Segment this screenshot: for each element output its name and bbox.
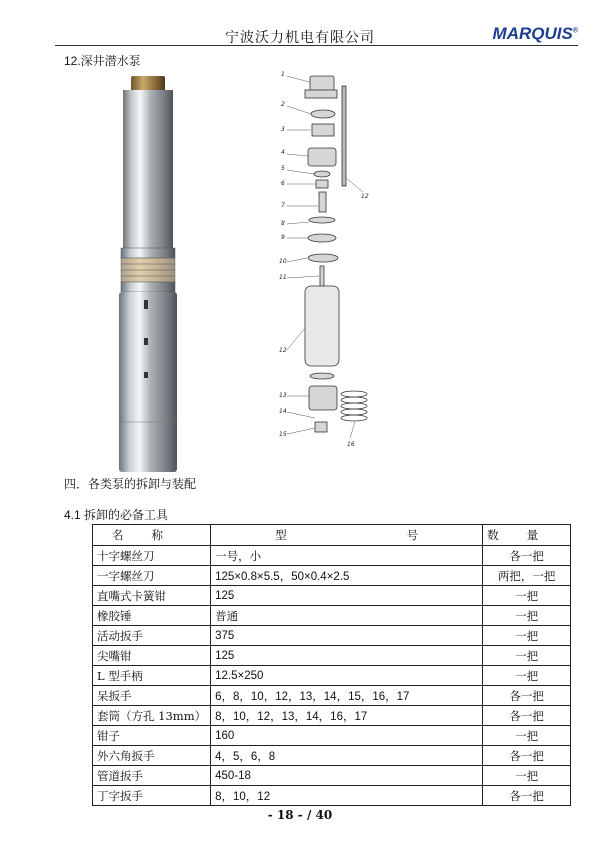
table-row: [93, 726, 571, 746]
part-label: 8: [281, 220, 285, 227]
table-row: [93, 666, 571, 686]
tool-name-cell: 呆扳手: [93, 686, 211, 706]
table-row: [93, 566, 571, 586]
brand-logo: [493, 24, 578, 44]
tool-name-cell: 丁字扳手: [93, 786, 211, 806]
part-label: 15: [279, 431, 287, 438]
part-label: 5: [281, 165, 285, 172]
tool-name-cell: 直嘴式卡簧钳: [93, 586, 211, 606]
exploded-parts-diagram: [275, 68, 385, 463]
page-number: - 18 - / 40: [267, 808, 333, 822]
tool-name-cell: 活动扳手: [93, 626, 211, 646]
part-label: 3: [281, 126, 285, 133]
part-label: 7: [281, 202, 285, 209]
part-label: 1: [281, 71, 285, 78]
tool-quantity-cell: 一把: [483, 606, 571, 626]
part-label: 13: [279, 392, 287, 399]
brand-logo-text: MARQUIS: [492, 24, 573, 43]
header-model-part2: 号: [406, 528, 419, 542]
tool-name-cell: 套筒（方孔 13mm）: [93, 706, 211, 726]
tools-table: [92, 524, 571, 806]
deep-well-pump-image: [108, 72, 188, 472]
tool-name-cell: 钳子: [93, 726, 211, 746]
tool-name-cell: L 型手柄: [93, 666, 211, 686]
part-label: 6: [281, 180, 285, 187]
tool-name-cell: 十字螺丝刀: [93, 546, 211, 566]
header-model: [211, 525, 483, 546]
tool-spec-cell: 450-18: [211, 766, 483, 786]
part-label: 16: [347, 441, 355, 448]
tool-spec-cell: 375: [211, 626, 483, 646]
header-divider: [55, 45, 578, 46]
tool-quantity-cell: 一把: [483, 646, 571, 666]
table-row: [93, 546, 571, 566]
tool-spec-cell: 160: [211, 726, 483, 746]
tool-quantity-cell: 一把: [483, 586, 571, 606]
table-row: [93, 706, 571, 726]
tool-quantity-cell: 各一把: [483, 686, 571, 706]
part-label: 9: [281, 234, 285, 241]
header-name: 名称: [93, 525, 211, 546]
tool-quantity-cell: 一把: [483, 666, 571, 686]
tool-quantity-cell: 一把: [483, 726, 571, 746]
table-row: [93, 766, 571, 786]
tool-name-cell: 管道扳手: [93, 766, 211, 786]
table-row: [93, 786, 571, 806]
registered-mark: ®: [572, 27, 578, 35]
tool-spec-cell: 8，10，12，13，14，16，17: [211, 706, 483, 726]
part-label: 12: [361, 193, 369, 200]
tool-spec-cell: 8，10，12: [211, 786, 483, 806]
company-header: 宁波沃力机电有限公司: [225, 30, 375, 46]
section-heading-tools: 4.1 拆卸的必备工具: [64, 508, 169, 522]
part-label: 2: [281, 101, 285, 108]
tool-quantity-cell: 各一把: [483, 546, 571, 566]
tool-quantity-cell: 两把，一把: [483, 566, 571, 586]
tool-quantity-cell: 一把: [483, 626, 571, 646]
tool-spec-cell: 12.5×250: [211, 666, 483, 686]
section-heading-disassembly: 四．各类泵的拆卸与装配: [64, 477, 197, 491]
table-row: [93, 586, 571, 606]
section-heading-pump: 12.深井潜水泵: [64, 54, 141, 68]
table-row: [93, 606, 571, 626]
header-model-part1: 型: [275, 528, 287, 542]
tool-spec-cell: 一号，小: [211, 546, 483, 566]
tool-quantity-cell: 各一把: [483, 706, 571, 726]
tool-name-cell: 一字螺丝刀: [93, 566, 211, 586]
tool-spec-cell: 6，8，10，12，13，14，15，16，17: [211, 686, 483, 706]
tool-name-cell: 橡胶锤: [93, 606, 211, 626]
tool-spec-cell: 125: [211, 586, 483, 606]
table-row: [93, 626, 571, 646]
table-row: [93, 646, 571, 666]
part-label: 12: [279, 347, 287, 354]
part-label: 10: [279, 258, 287, 265]
tool-spec-cell: 125: [211, 646, 483, 666]
header-quantity: 数量: [483, 525, 571, 546]
tool-quantity-cell: 各一把: [483, 746, 571, 766]
table-header-row: [93, 525, 571, 546]
tool-spec-cell: 125×0.8×5.5，50×0.4×2.5: [211, 566, 483, 586]
part-label: 14: [279, 408, 287, 415]
tool-name-cell: 尖嘴钳: [93, 646, 211, 666]
tool-spec-cell: 4，5，6，8: [211, 746, 483, 766]
tool-quantity-cell: 一把: [483, 766, 571, 786]
part-label: 4: [281, 149, 285, 156]
tool-name-cell: 外六角扳手: [93, 746, 211, 766]
tool-quantity-cell: 各一把: [483, 786, 571, 806]
table-row: [93, 746, 571, 766]
part-label: 11: [279, 274, 287, 281]
tool-spec-cell: 普通: [211, 606, 483, 626]
table-row: [93, 686, 571, 706]
